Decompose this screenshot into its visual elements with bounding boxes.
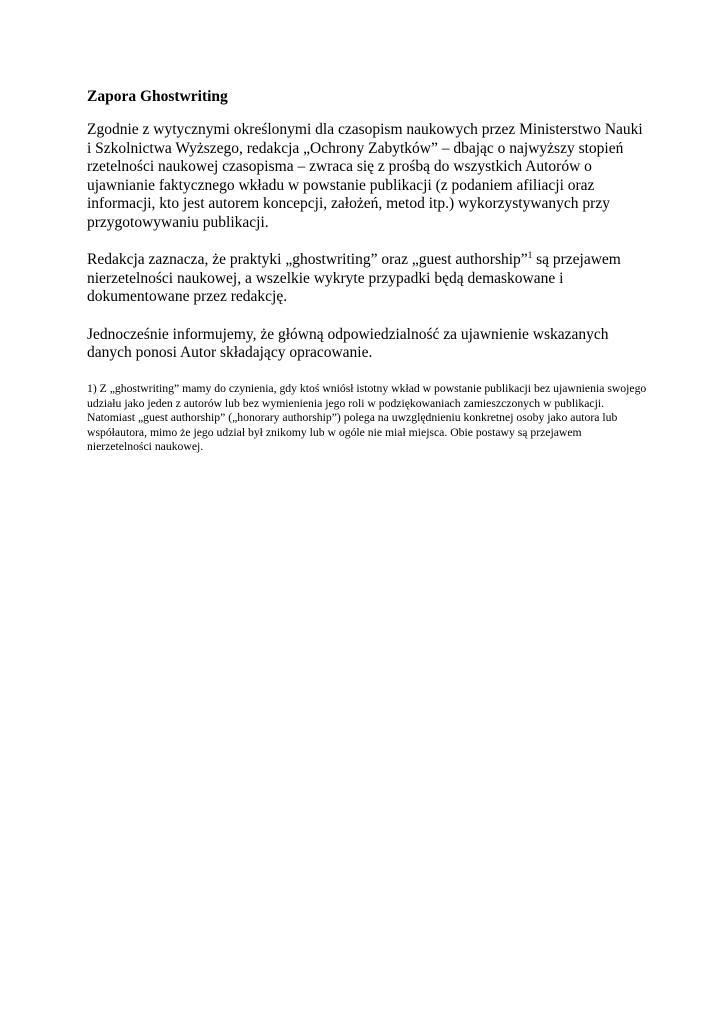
- paragraph-guidelines: Zgodnie z wytycznymi określonymi dla czasopism naukowych przez Ministerstwo Nauki i Szkolnictwa Wyższego, redakcja „Ochrony Zabytków” – dbając o najwyższy stopień rzetelności naukowej czasopisma – zwraca się z prośbą do wszystkich Autorów o ujawnianie faktycznego wkładu w powstanie publikacji (z podaniem afiliacji oraz informacji, kto jest autorem koncepcji, założeń, metod itp.) wykorzystywanych przy przygotowywaniu publikacji.: [87, 121, 643, 231]
- document-page: [87, 87, 647, 454]
- footnote-reference: 1: [527, 250, 533, 261]
- paragraph-ghostwriting-text-end: są przejawem nierzetelności naukowej, a wszelkie wykryte przypadki będą demaskowane i dokumentowane przez redakcję.: [87, 251, 621, 306]
- paragraph-author-responsibility: Jednocześnie informujemy, że główną odpowiedzialność za ujawnienie wskazanych danych ponosi Autor składający opracowanie.: [87, 325, 609, 362]
- document-title: Zapora Ghostwriting: [87, 88, 228, 105]
- paragraph-ghostwriting-notice: [87, 251, 647, 307]
- footnote: 1) Z „ghostwriting” mamy do czynienia, gdy ktoś wniósł istotny wkład w powstanie publikacji bez ujawnienia swojego udziału jako jeden z autorów lub bez wymienienia jego roli w podziękowaniach zamieszczonych w publikacji. Natomiast „guest authorship” („honorary authorship”) polega na uwzględnieniu konkretnej osoby jako autora lub współautora, mimo że jego udział był znikomy lub w ogóle nie miał miejsca. Obie postawy są przejawem nierzetelności naukowej.: [87, 382, 647, 453]
- paragraph-ghostwriting-text-start: Redakcja zaznacza, że praktyki „ghostwriting” oraz „guest authorship”: [87, 251, 528, 269]
